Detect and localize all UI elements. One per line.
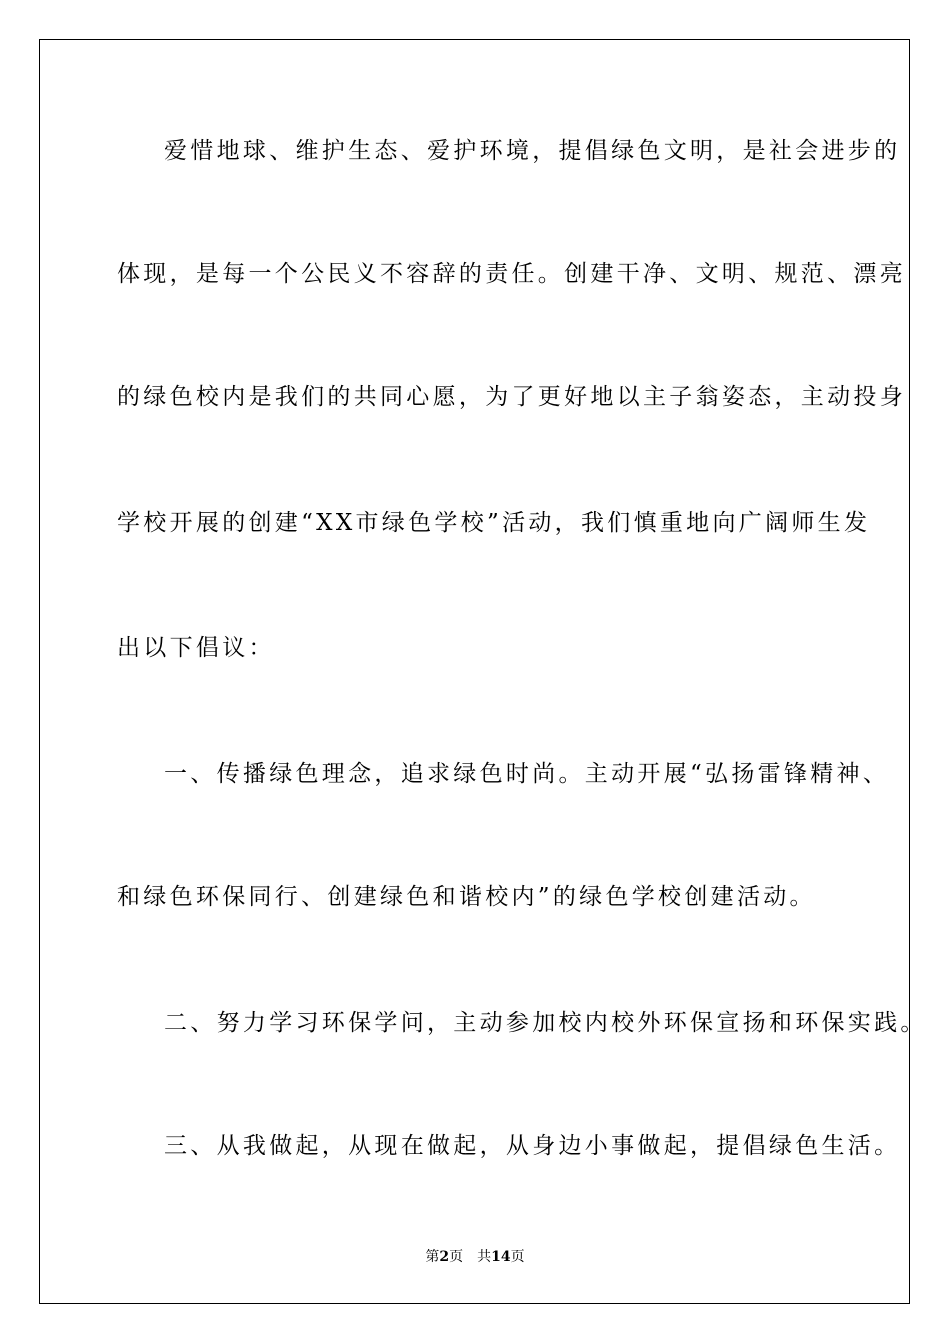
footer-page-suffix: 页 [449,1249,464,1265]
paragraph-line-4: 学校开展的创建“XX市绿色学校”活动，我们慎重地向广阔师生发 [117,510,871,536]
proposal-one-line-1: 一、传播绿色理念，追求绿色时尚。主动开展“弘扬雷锋精神、 [164,761,890,787]
proposal-three: 三、从我做起，从现在做起，从身边小事做起，提倡绿色生活。 [164,1133,901,1159]
footer-total-pages: 14 [491,1249,511,1265]
paragraph-line-1: 爱惜地球、维护生态、爱护环境，提倡绿色文明，是社会进步的 [164,138,901,164]
paragraph-line-2: 体现，是每一个公民义不容辞的责任。创建干净、文明、规范、漂亮 [117,261,906,287]
paragraph-line-3: 的绿色校内是我们的共同心愿，为了更好地以主子翁姿态，主动投身 [117,384,906,410]
proposal-one-line-2: 和绿色环保同行、创建绿色和谐校内”的绿色学校创建活动。 [117,884,816,910]
footer-page-number: 2 [439,1249,450,1265]
footer-total-suffix: 页 [510,1249,525,1265]
paragraph-line-5: 出以下倡议： [117,635,275,661]
proposal-two: 二、努力学习环保学问，主动参加校内校外环保宣扬和环保实践。 [164,1010,927,1036]
footer-total-prefix: 共 [477,1249,492,1265]
page-border [39,39,910,1304]
page-footer [0,1247,950,1267]
footer-page-prefix: 第 [425,1249,440,1265]
